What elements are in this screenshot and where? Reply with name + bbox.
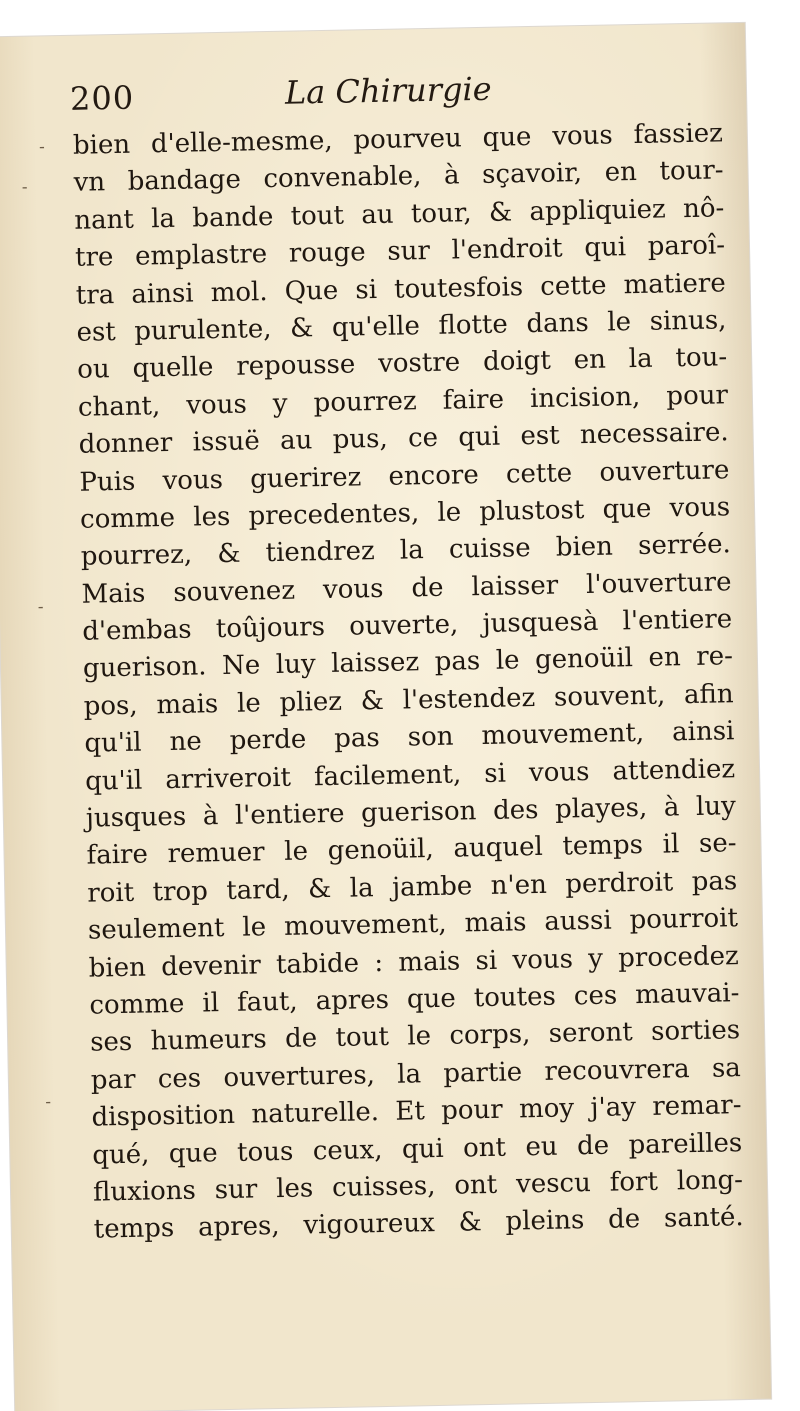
text-line: pourrez, & tiendrez la cuisse bien serrée. [80,529,732,573]
margin-tick-mark: ˗ [45,1091,52,1113]
text-line: ses humeurs de tout le corps, seront sorties [89,1015,741,1058]
text-line: temps apres, vigoureux & pleins de santé. [93,1202,744,1245]
text-line: roit trop tard, & la jambe n'en perdroit pas [87,865,738,909]
text-line: comme il faut, apres que toutes ces mauvai- [89,978,740,1021]
text-line: guerison. Ne luy laissez pas le genoüil en re- [82,641,734,685]
text-line: est purulente, & qu'elle flotte dans le sinus, [76,305,727,348]
running-title: La Chirurgie [284,69,492,112]
text-line: chant, vous y pourrez faire incision, pour [77,379,729,423]
text-line: nant la bande tout au tour, & appliquiez nô- [74,193,725,236]
book-page [0,23,771,1411]
text-line: par ces ouvertures, la partie recouvrera sa [90,1052,742,1096]
margin-tick-mark: ˗ [38,136,46,158]
page-number: 200 [69,78,135,118]
page-header [70,65,631,126]
text-line: donner issuë au pus, ce qui est necessaire. [78,417,729,460]
text-line: ou quelle repousse vostre doigt en la tou- [76,342,728,386]
text-line: qué, que tous ceux, qui ont eu de pareilles [92,1127,743,1171]
text-line: bien d'elle-mesme, pourveu que vous fassiez [72,118,724,161]
text-line: seulement le mouvement, mais aussi pourroit [87,903,739,946]
text-line: bien devenir tabide : mais si vous y procedez [88,940,739,984]
text-line: Puis vous guerirez encore cette ouverture [79,454,730,498]
text-line: vn bandage convenable, à sçavoir, en tour- [73,155,724,199]
text-line: Mais souvenez vous de laisser l'ouverture [81,566,732,610]
text-line: faire remuer le genoüil, auquel temps il se- [86,828,737,872]
margin-tick-mark: ˗ [37,596,44,618]
text-line: qu'il ne perde pas son mouvement, ainsi [84,716,735,759]
text-line: tre emplastre rouge sur l'endroit qui paroî- [74,230,726,273]
text-line: disposition naturelle. Et pour moy j'ay remar- [91,1090,742,1133]
text-line: pos, mais le pliez & l'estendez souvent, afin [83,679,734,722]
margin-tick-mark: ˗ [21,176,28,198]
text-line: qu'il arriveroit facilement, si vous attendiez [84,753,736,797]
text-line: d'embas toûjours ouverte, jusquesà l'entiere [82,604,733,647]
text-line: jusques à l'entiere guerison des playes, à luy [85,791,737,834]
body-text [73,115,744,1249]
text-line: tra ainsi mol. Que si toutesfois cette matiere [75,267,726,311]
text-line: fluxions sur les cuisses, ont vescu fort long- [92,1165,744,1208]
text-line: comme les precedentes, le plustost que vous [79,492,731,535]
